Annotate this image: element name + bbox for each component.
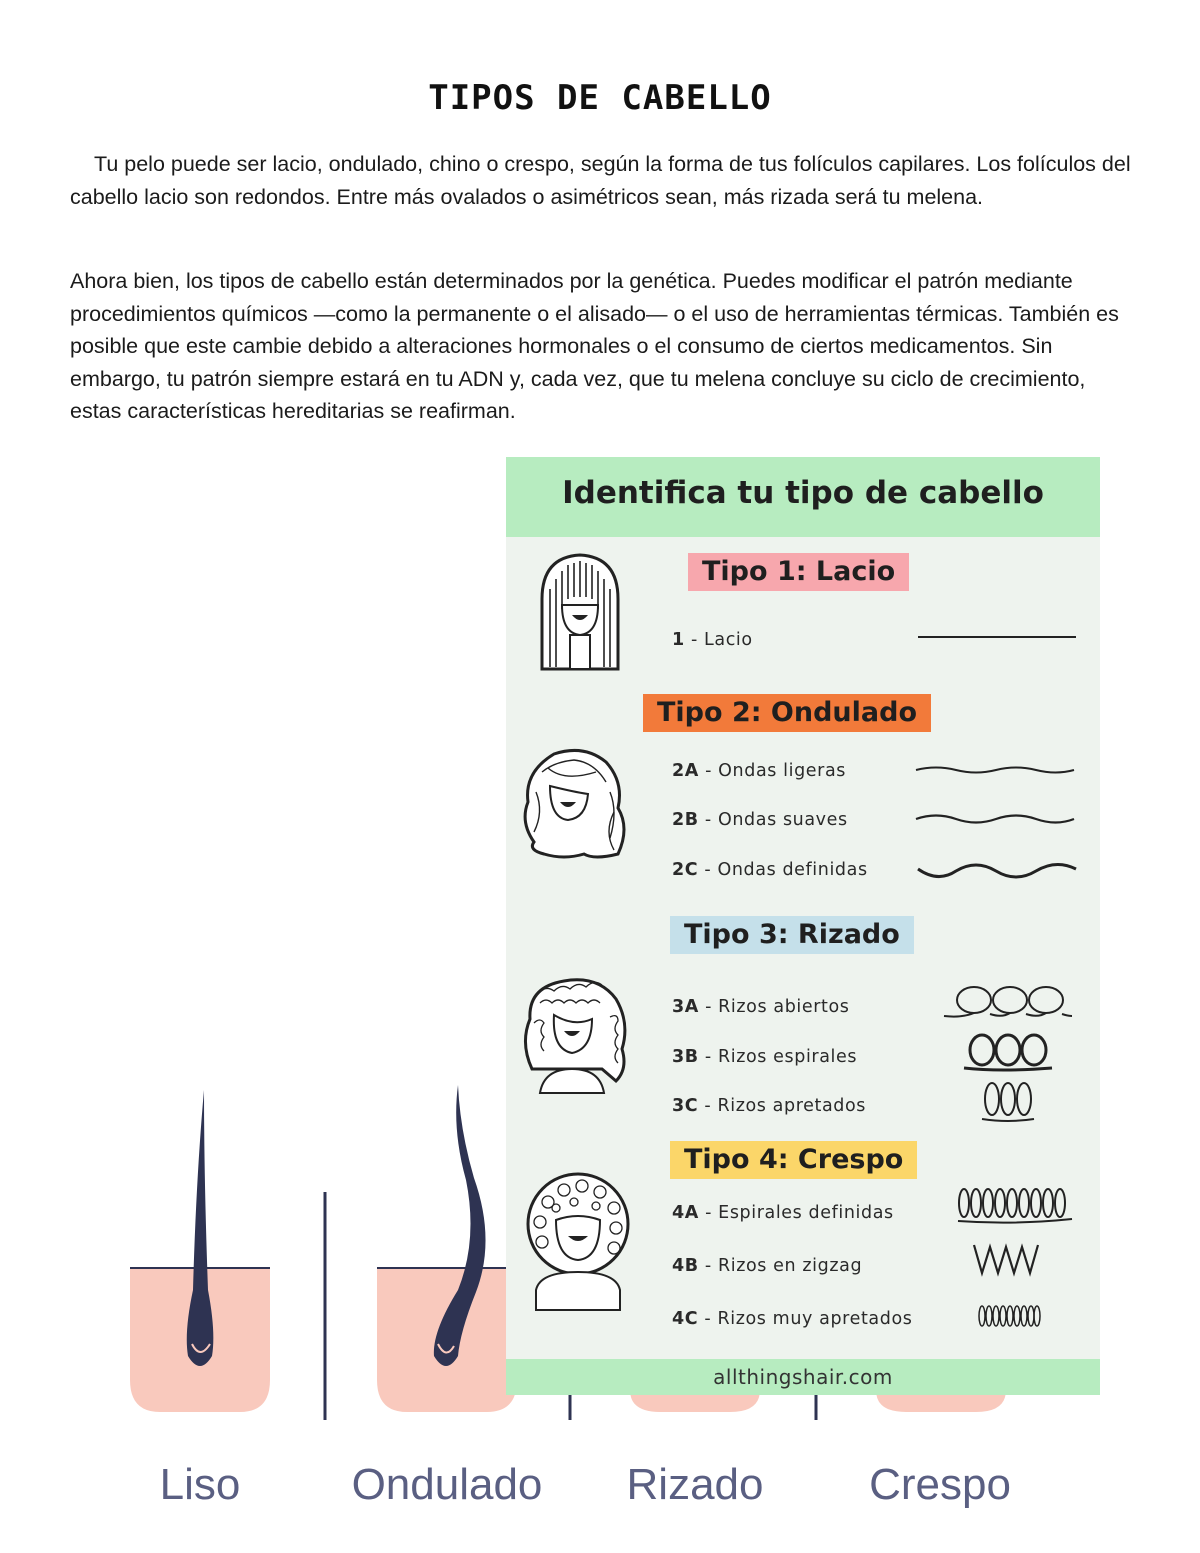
subtype-4b: 4B - Rizos en zigzag <box>672 1256 863 1276</box>
follicle-label-crespo: Crespo <box>869 1460 1011 1509</box>
wave-light-pattern-icon <box>914 763 1076 777</box>
source-site: allthingshair.com <box>713 1365 893 1389</box>
subtype-3a: 3A - Rizos abiertos <box>672 997 850 1017</box>
infographic-footer <box>506 1359 1100 1395</box>
coily-hair-avatar-icon <box>526 1172 630 1312</box>
subtype-2c: 2C - Ondas definidas <box>672 860 868 880</box>
intro-paragraph: Tu pelo puede ser lacio, ondulado, chino o crespo, según la forma de tus folículos capilares. Los folículos del cabello lacio son redondos. Entre más ovalados o asimétricos sean, más rizada será tu melena. <box>70 152 1131 209</box>
follicle-label-ondulado: Ondulado <box>351 1460 543 1509</box>
subtype-4c: 4C - Rizos muy apretados <box>672 1309 913 1329</box>
spiral-curls-pattern-icon <box>960 1032 1056 1072</box>
subtype-1: 1 - Lacio <box>672 630 753 650</box>
subtype-2b: 2B - Ondas suaves <box>672 810 848 830</box>
infographic-header <box>506 457 1100 537</box>
tipo-2-badge: Tipo 2: Ondulado <box>643 694 931 732</box>
wave-soft-pattern-icon <box>914 810 1076 828</box>
page-title: TIPOS DE CABELLO <box>428 78 772 118</box>
tipo-3-badge: Tipo 3: Rizado <box>670 916 914 954</box>
curly-hair-avatar-icon <box>518 973 630 1095</box>
straight-pattern-icon <box>916 633 1078 641</box>
follicle-label-liso: Liso <box>159 1460 241 1509</box>
open-curls-pattern-icon <box>942 984 1074 1020</box>
tight-curls-pattern-icon <box>978 1081 1038 1123</box>
follicle-label-rizado: Rizado <box>626 1460 764 1509</box>
tipo-1-badge: Tipo 1: Lacio <box>688 553 909 591</box>
subtype-3c: 3C - Rizos apretados <box>672 1096 867 1116</box>
hair-type-infographic <box>506 457 1100 1395</box>
subtype-2a: 2A - Ondas ligeras <box>672 761 846 781</box>
wavy-hair-avatar-icon <box>514 742 632 862</box>
straight-hair-avatar-icon <box>534 549 626 673</box>
subtype-3b: 3B - Rizos espirales <box>672 1047 858 1067</box>
wave-defined-pattern-icon <box>914 859 1080 883</box>
zigzag-pattern-icon <box>972 1241 1044 1279</box>
genetics-paragraph: Ahora bien, los tipos de cabello están determinados por la genética. Puedes modificar el patrón mediante procedimientos químicos —como la permanente o el alisado— o el uso de herramientas térmicas. También es posible que este cambie debido a alteraciones hormonales o el consumo de ciertos medicamentos. Sin embargo, tu patrón siempre estará en tu ADN y, cada vez, que tu melena concluye su ciclo de crecimiento, estas características hereditarias se reafirman. <box>70 269 1119 423</box>
tight-coils-pattern-icon <box>976 1303 1042 1331</box>
straight-hair-strand <box>187 1090 214 1366</box>
defined-spirals-pattern-icon <box>954 1185 1076 1225</box>
subtype-4a: 4A - Espirales definidas <box>672 1203 894 1223</box>
tipo-4-badge: Tipo 4: Crespo <box>670 1141 917 1179</box>
infographic-title: Identifica tu tipo de cabello <box>562 475 1044 511</box>
